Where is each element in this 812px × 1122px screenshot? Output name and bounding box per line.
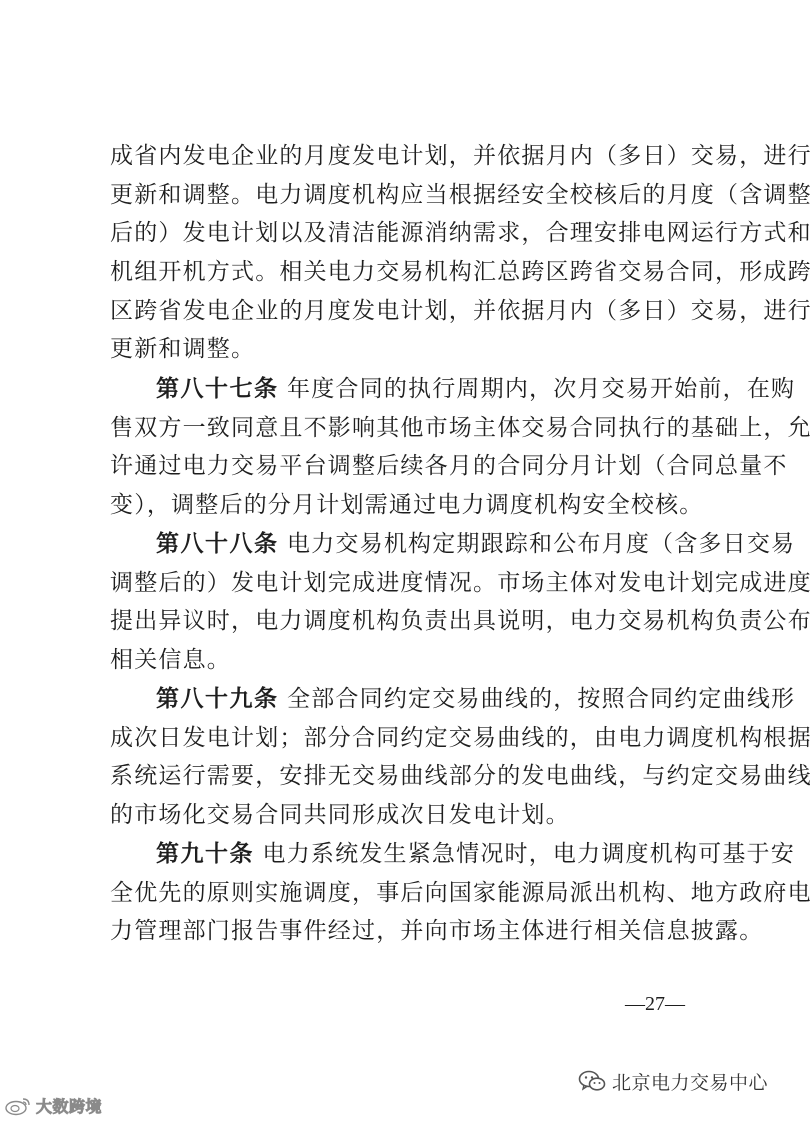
- text-line: 相关信息。: [110, 647, 231, 674]
- wechat-icon: [578, 1069, 606, 1093]
- article-88: [110, 525, 812, 680]
- weibo-icon: [4, 1096, 32, 1116]
- text-line: 后的）发电计划以及清洁能源消纳需求，合理安排电网运行方式和: [110, 220, 812, 247]
- text-line: 全优先的原则实施调度，事后向国家能源局派出机构、地方政府电: [110, 879, 812, 906]
- text-line: 系统运行需要，安排无交易曲线部分的发电曲线，与约定交易曲线: [110, 763, 812, 790]
- text-line: 售双方一致同意且不影响其他市场主体交易合同执行的基础上，允: [110, 414, 812, 441]
- article-title: 第八十八条: [156, 531, 279, 557]
- article-90: [110, 835, 812, 951]
- text-line: 更新和调整。电力调度机构应当根据经安全校核后的月度（含调整: [110, 181, 812, 208]
- article-89: [110, 680, 812, 835]
- text-line: 更新和调整。: [110, 336, 256, 363]
- text-line: 的市场化交易合同共同形成次日发电计划。: [110, 802, 570, 829]
- article-text: 年度合同的执行周期内，次月交易开始前，在购: [287, 376, 796, 402]
- article-text: 电力系统发生紧急情况时，电力调度机构可基于安: [262, 841, 795, 867]
- text-line: 提出异议时，电力调度机构负责出具说明，电力交易机构负责公布: [110, 608, 812, 635]
- text-line: 机组开机方式。相关电力交易机构汇总跨区跨省交易合同，形成跨: [110, 259, 812, 286]
- article-87: [110, 370, 812, 525]
- text-line: 变），调整后的分月计划需通过电力调度机构安全校核。: [110, 492, 704, 519]
- watermark-left-text: 大数跨境: [36, 1097, 103, 1116]
- text-line: [110, 835, 795, 874]
- article-title: 第八十七条: [156, 376, 279, 402]
- text-line: 成次日发电计划；部分合同约定交易曲线的，由电力调度机构根据: [110, 724, 812, 751]
- text-line: 力管理部门报告事件经过，并向市场主体进行相关信息披露。: [110, 918, 764, 945]
- article-title: 第九十条: [156, 841, 254, 867]
- text-line: [110, 680, 796, 719]
- article-text: 电力交易机构定期跟踪和公布月度（含多日交易: [287, 531, 796, 557]
- watermark-account-name: 北京电力交易中心: [612, 1071, 769, 1094]
- weibo-watermark: [4, 1094, 102, 1117]
- text-line: 成省内发电企业的月度发电计划，并依据月内（多日）交易，进行: [110, 143, 812, 169]
- article-text: 全部合同约定交易曲线的，按照合同约定曲线形: [287, 686, 796, 712]
- page-number: —27—: [625, 993, 685, 1015]
- text-line: 调整后的）发电计划完成进度情况。市场主体对发电计划完成进度: [110, 569, 812, 596]
- wechat-watermark: [578, 1066, 768, 1096]
- text-line: 许通过电力交易平台调整后续各月的合同分月计划（合同总量不: [110, 453, 788, 480]
- text-line: [110, 370, 796, 409]
- paragraph-continuation: [110, 137, 812, 369]
- text-line: [110, 525, 796, 564]
- article-title: 第八十九条: [156, 686, 279, 712]
- text-line: 区跨省发电企业的月度发电计划，并依据月内（多日）交易，进行: [110, 297, 812, 324]
